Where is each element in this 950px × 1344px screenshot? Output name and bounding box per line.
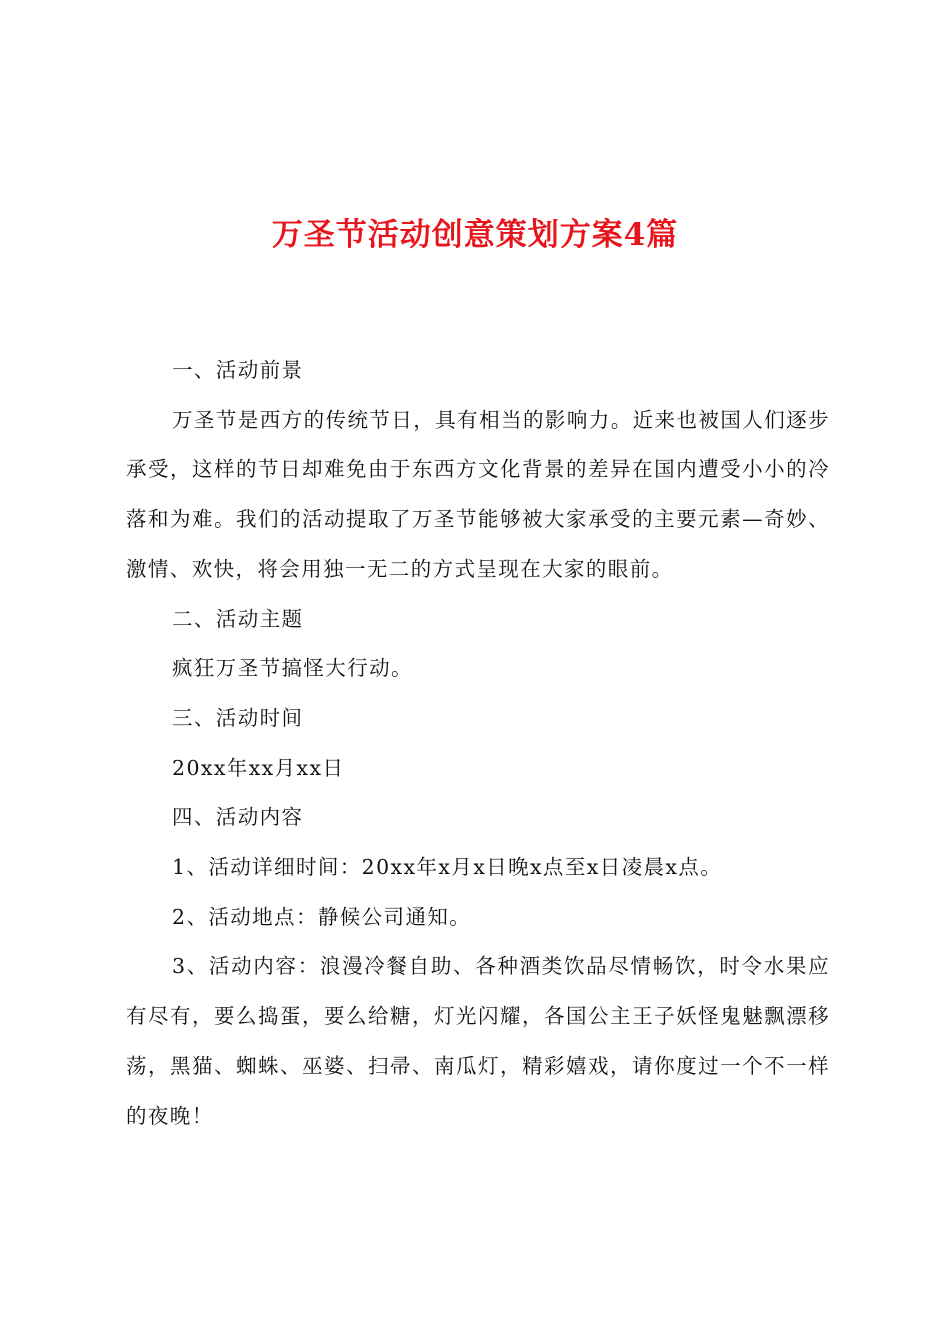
paragraph-background: 万圣节是西方的传统节日，具有相当的影响力。近来也被国人们逐步承受，这样的节日却难免由于东西方文化背景的差异在国内遭受小小的冷落和为难。我们的活动提取了万圣节能够被大家承受的主要元素—奇妙、激情、欢快，将会用独一无二的方式呈现在大家的眼前。 (126, 407, 830, 581)
content-item-location: 2、活动地点：静候公司通知。 (172, 904, 472, 929)
document-title: 万圣节活动创意策划方案4篇 (271, 217, 679, 253)
paragraph-theme: 疯狂万圣节搞怪大行动。 (172, 656, 413, 681)
section-heading-content: 四、活动内容 (172, 805, 304, 830)
paragraph-time: 20xx年xx月xx日 (172, 755, 345, 780)
section-heading-time: 三、活动时间 (172, 705, 304, 730)
content-item-time: 1、活动详细时间：20xx年x月x日晚x点至x日凌晨x点。 (172, 855, 723, 880)
document-body (126, 346, 830, 1141)
section-heading-background: 一、活动前景 (172, 358, 304, 382)
section-heading-theme: 二、活动主题 (172, 606, 304, 631)
content-item-details: 3、活动内容：浪漫冷餐自助、各种酒类饮品尽情畅饮，时令水果应有尽有，要么捣蛋，要么给糖，灯光闪耀，各国公主王子妖怪鬼魅飘漂移荡，黑猫、蜘蛛、巫婆、扫帚、南瓜灯，精彩嬉戏，请你度过一个不一样的夜晚！ (126, 954, 830, 1128)
